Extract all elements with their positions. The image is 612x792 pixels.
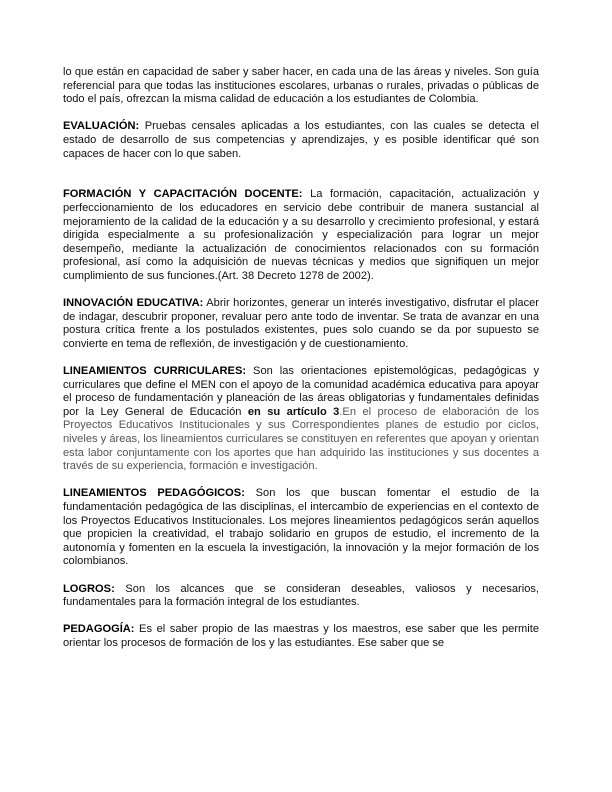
term-heading: FORMACIÓN Y CAPACITACIÓN DOCENTE: xyxy=(63,188,303,201)
paragraph-lineamientos-curriculares xyxy=(63,365,539,474)
term-heading: INNOVACIÓN EDUCATIVA: xyxy=(63,297,204,310)
term-heading: EVALUACIÓN: xyxy=(63,120,140,133)
paragraph-text: Son los alcances que se consideran deseables, valiosos y necesarios, fundamentales para la formación integral de los estudiantes. xyxy=(63,582,539,609)
paragraph-pedagogia xyxy=(63,623,539,650)
paragraph-formacion-docente xyxy=(63,188,539,283)
emphasis-text: en su artículo 3 xyxy=(247,405,340,418)
document-page xyxy=(63,66,539,651)
paragraph-evaluacion xyxy=(63,120,539,161)
paragraph-innovacion-educativa xyxy=(63,297,539,351)
term-heading: LINEAMIENTOS CURRICULARES: xyxy=(63,365,247,378)
paragraph-text: Pruebas censales aplicadas a los estudiantes, con las cuales se detecta el estado de desarrollo de sus competencias y aprendizajes, y es posible identificar qué son capaces de hacer con lo que saben. xyxy=(63,120,539,160)
paragraph-text: La formación, capacitación, actualización y perfeccionamiento de los educadores en servicio debe contribuir de manera sustancial al mejoramiento de la calidad de la educación y a su desarrollo y crecimiento profesional, y estará dirigida especialmente a su profesionalización y especialización para lograr un mejor desempeño, mediante la actualización de conocimientos relacionados con su formación profesional, así como la adquisición de nuevas técnicas y medios que signifiquen un mejor cumplimiento de sus funciones.(Art. 38 Decreto 1278 de 2002). xyxy=(63,188,539,282)
paragraph-text: Es el saber propio de las maestras y los maestros, ese saber que les permite orientar los procesos de formación de los y las estudiantes. Ese saber que se xyxy=(63,623,539,649)
gray-text: .En el proceso de elaboración de los Proyectos Educativos Institucionales y sus Correspondientes planes de estudio por ciclos, niveles y áreas, los lineamientos curriculares se constituyen en referentes que apoyan y orientan esta labor conjuntamente con los aportes que han adquirido las instituciones y sus docentes a través de su experiencia, formación e investigación. xyxy=(63,405,539,473)
paragraph-text: Abrir horizontes, generar un interés investigativo, disfrutar el placer de indagar, descubrir proponer, revaluar pero ante todo de inventar. Se trata de avanzar en una postura crítica frente a los postulados existentes, pues solo cuando se da por supuesto se convierte en tema de reflexión, de investigación y de cuestionamiento. xyxy=(63,297,539,350)
term-heading: PEDAGOGÍA: xyxy=(63,623,135,636)
paragraph-logros xyxy=(63,583,539,610)
paragraph-text: Son los que buscan fomentar el estudio de la fundamentación pedagógica de las disciplinas, el intercambio de experiencias en el contexto de los Proyectos Educativos Institucionales. Los mejores lineamientos pedagógicos serán aquellos que propicien la creatividad, el trabajo solidario en grupos de estudio, el incremento de la autonomía y fomenten en la escuela la investigación, la innovación y la mejor formación de los colombianos. xyxy=(63,487,540,568)
term-heading: LOGROS: xyxy=(63,582,115,595)
term-heading: LINEAMIENTOS PEDAGÓGICOS: xyxy=(63,487,245,500)
paragraph-text: lo que están en capacidad de saber y saber hacer, en cada una de las áreas y niveles. Son guía referencial para que todas las instituciones escolares, urbanas o rurales, privadas o públicas de todo el país, ofrezcan la misma calidad de educación a los estudiantes de Colombia. xyxy=(63,66,539,106)
paragraph-text: Son las orientaciones epistemológicas, pedagógicas y curriculares que define el MEN con el apoyo de la comunidad académica educativa para apoyar el proceso de fundamentación y planeación de las áreas obligatorias y fundamentales definidas por la Ley General de Educación xyxy=(63,365,539,418)
paragraph-lineamientos-pedagogicos xyxy=(63,487,539,569)
paragraph-estandares-continuation xyxy=(63,66,539,107)
